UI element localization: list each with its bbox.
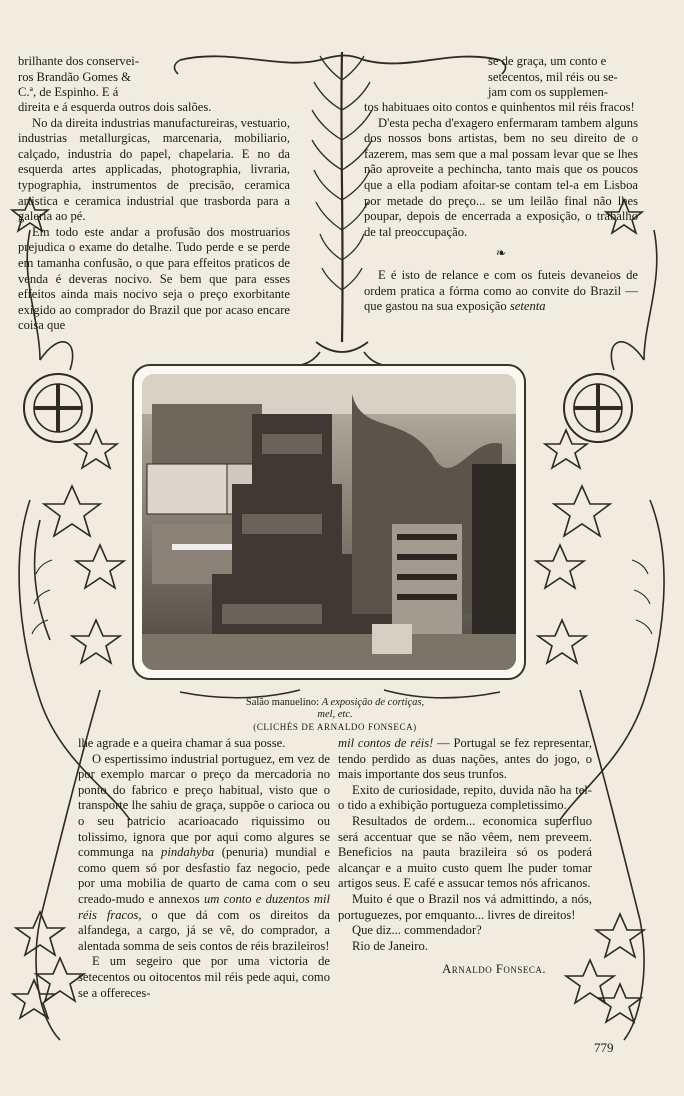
paragraph: E um segeiro que por uma victoria de setecentos ou oitocentos mil réis pede aqui, como se a offereces-: [78, 954, 330, 1000]
text-line: C.ª, de Espinho. E á: [18, 85, 119, 100]
text-line: se de graça, um conto e: [488, 54, 607, 68]
paragraph: Muito é que o Brazil nos vá admittindo, a nós, portuguezes, por emquanto... livres de direitos!: [338, 891, 592, 922]
page-number: 779: [594, 1040, 614, 1055]
text-line: ros Brandão Gomes &: [18, 69, 131, 84]
photo-caption-line2: [170, 709, 500, 721]
caption-title: A exposição de cortiças,: [321, 697, 425, 708]
photo-caption: [170, 697, 500, 709]
paragraph: Em todo este andar a profusão dos mostruarios prejudica o exame do detalhe. Tudo perde e se perde em tamanha confusão, o que para effeitos praticos de venda é deveras nocivo. Se bem que para esses effeitos ainda mais nocivo seja o preço exorbitante exigido ao comprador do Brazil que por acaso encare coisa que: [18, 224, 290, 333]
paragraph: Rio de Janeiro.: [352, 938, 428, 953]
top-left-text: [18, 54, 170, 101]
paragraph: mil contos de réis! — Portugal se fez representar, tendo perdido as duas nações, antes do jogo, o mais importante dos seus trunfos.: [338, 736, 592, 782]
photo-frame: [132, 364, 526, 680]
top-right-text: [488, 54, 638, 101]
bottom-right-column: [338, 736, 592, 978]
left-column-top: [18, 100, 290, 334]
bottom-left-column: [78, 736, 330, 1001]
caption-title-cont: mel, etc.: [317, 709, 353, 720]
text-line: brilhante dos conservei-: [18, 54, 139, 68]
salon-photo-image: [142, 374, 516, 670]
fleuron-icon: ❧: [495, 246, 507, 261]
paragraph: Resultados de ordem... economica superfluo será accentuar que se não vêem, nem preveem. Beneficios na pauta brazileira só os poderá alcançar e a muito custo quem lhe puder tomar artigos seus. E café e assucar temos nós africanos.: [338, 813, 592, 891]
exhibition-photograph: [142, 374, 516, 670]
paragraph: Exito de curiosidade, repito, duvida não ha tel-o tido a exhibição portugueza completissimo.: [338, 782, 592, 813]
text-line: direita e á esquerda outros dois salões.: [18, 100, 212, 114]
paragraph: lhe agrade e a queira chamar á sua posse.: [78, 736, 286, 750]
paragraph: E é isto de relance e com os futeis devaneios de ordem pratica a fórma como ao convite do Brazil — que gastou na sua exposição setenta: [364, 267, 638, 314]
text-line: setecentos, mil réis ou se-: [488, 69, 618, 84]
author-signature: Arnaldo Fonseca.: [442, 962, 546, 977]
text-line: tos habituaes oito contos e quinhentos mil réis fracos!: [364, 100, 635, 114]
photo-credit: (CLICHÉS DE ARNALDO FONSECA): [253, 722, 417, 732]
paragraph: D'esta pecha d'exagero enfermaram tambem alguns dos nossos bons artistas, bem no seu direito de o fazerem, mas sem que a mal possam levar que se lhes não aproveite a pechincha, tanto mais que os poucos que a ella podiam afoitar-se contam tel-a em Lisboa por metade do preço... se um leilão final não lhes poupar, depois de encerrada a exposição, o trabalho de tal preoccupação.: [364, 115, 638, 239]
right-column-top: [364, 100, 638, 315]
caption-location: Salão manuelino:: [245, 697, 322, 708]
text-line: jam com os supplemen-: [488, 85, 608, 100]
paragraph: No da direita industrias manufactureiras, vestuario, industrias metallurgicas, marcenaria, mobiliario, calçado, industria do papel, chapelaria. E no da esquerda artes applicadas, photographia, livraria, typographia, instrumentos de precisão, ceramica artistica e ceramica industrial que trasborda para a galeria ao pé.: [18, 115, 290, 224]
paragraph: Que diz... commendador?: [352, 923, 482, 938]
paragraph: O espertissimo industrial portuguez, em vez de por exemplo marcar o preço da mercadoria no ponto do fabrico e preço habitual, visto que o transporte lhe sahiu de graça, suppõe o carioca ou o seu patricio acarioacado riquissimo ou tolissimo, ignora que por aqui como algures se communga na pindahyba (penuria) mundial e como quem só por desfastio faz negocio, pede por uma mobilia de quarto de cama com o seu creado-mudo e annexos um conto e duzentos mil réis fracos, o que dá com os direitos da alfandega, a cargo, já se vê, do comprador, a alentada somma de seis contos de réis brazileiros!: [78, 751, 330, 953]
